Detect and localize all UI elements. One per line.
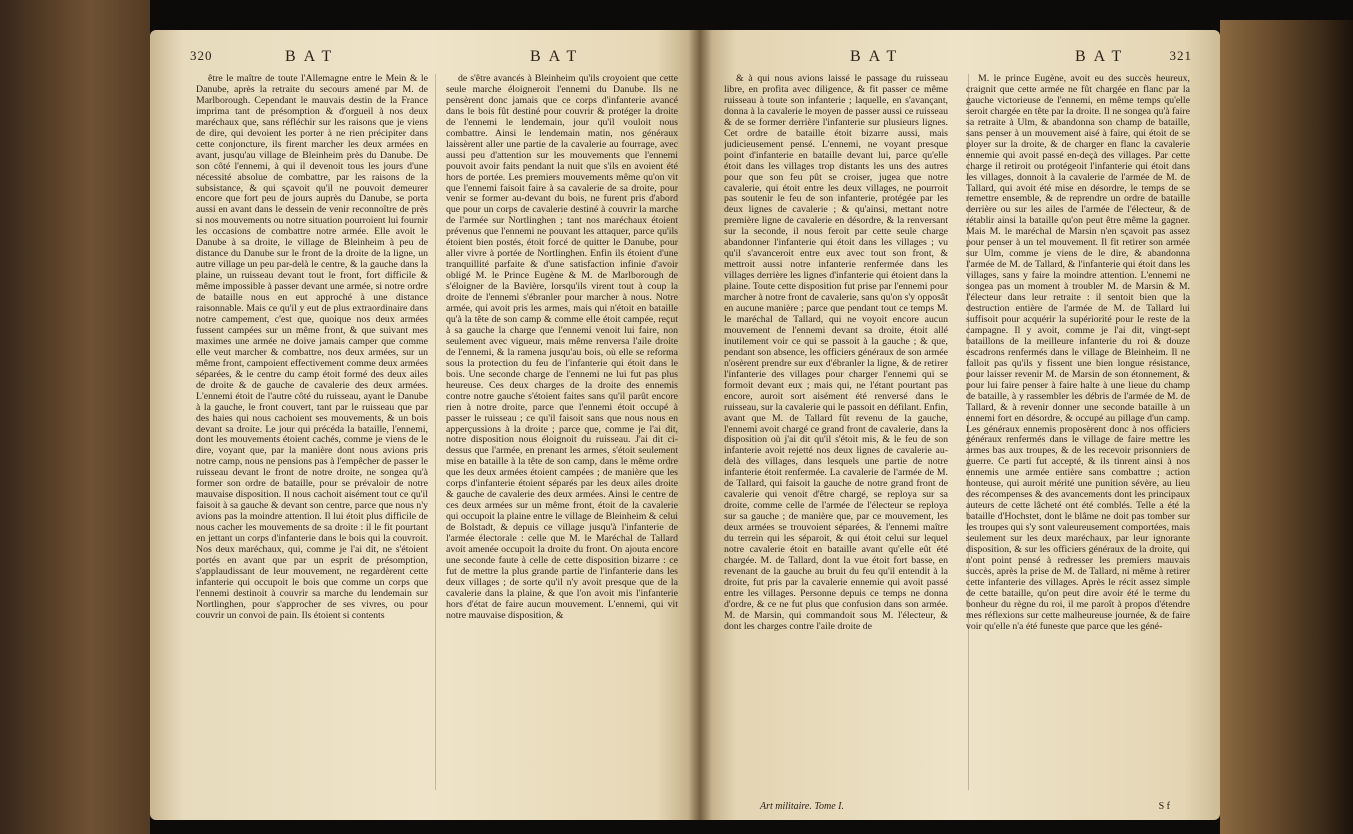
right-column-1-text: & à qui nous avions laissé le passage du ruisseau libre, en profita avec diligence, & fit passer ce même ruisseau à toute son infanterie ; laquelle, en s'avançant, donna à la cavalerie le moyen de passer aussi ce ruisseau & de se former derrière l'infanterie sur plusieurs lignes. Cet ordre de bataille étoit bizarre aussi, mais judicieusement pensé. L'ennemi, ne voyant presque point d'infanterie en bataille devant lui, parce qu'elle étoit dans les villages trop distants les uns des autres pour que son feu pût se croiser, jugea que notre cavalerie, qui étoit entre les deux villages, ne pourroit pas soutenir le feu de son infanterie, protégée par les deux lignes de cavalerie ; & qu'ainsi, mettant notre première ligne de cavalerie en désordre, & la renversant sur la seconde, il nous feroit par cette seule charge abandonner l'infanterie qui étoit dans les villages ; vu qu'il s'avanceroit entre eux avec tout son front, & mettroit aussi notre infanterie renfermée dans les villages derrière les lignes d'infanterie qui étoient dans la plaine. Toute cette disposition fut prise par l'ennemi pour marcher à notre front de cavalerie, sans qu'on s'y opposât en aucune manière ; parce que pendant tout ce temps M. le maréchal de Tallard, qui ne voyoit encore aucun mouvement de l'ennemi devant sa droite, étoit allé inutilement voir ce qui se passoit à la gauche ; & que, pendant son absence, les officiers généraux de son armée n'osèrent prendre sur eux d'ébranler la ligne, & de retirer l'infanterie des villages pour charger l'ennemi qui se formoit devant eux ; mais qui, ne l'étant pourtant pas encore, auroit sort aisément été renversé dans le ruisseau, sur la cavalerie qui le passoit en défilant. Enfin, avant que M. de Tallard fût revenu de la gauche, l'ennemi avoit chargé ce grand front de cavalerie, dans la disposition où j'ai dit qu'il s'étoit mis, & le feu de son infanterie avoit rejetté nos deux lignes de cavalerie au-delà des villages, dans lesquels une partie de notre infanterie étoit renfermée. La cavalerie de l'armée de M. de Tallard, qui faisoit la gauche de notre grand front de cavalerie qui venoit d'être chargé, se reploya sur sa droite, comme celle de l'armée de l'électeur se reploya sur sa gauche ; de manière que, par ce mouvement, les deux armées se trouvoient séparées, & l'ennemi maître du terrein qui les séparoit, & qui étoit celui sur lequel notre cavalerie étoit en bataille avant qu'elle eût été chargée. M. de Tallard, dont la vue étoit fort basse, en revenant de la gauche au bruit du feu qu'il entendit à la droite, fut pris par la cavalerie ennemie qui avoit passé entre les villages. Personne depuis ce temps ne donna d'ordre, & ce ne fut plus que confusion dans son armée. M. de Marsin, qui commandoit sous M. l'électeur, & dont les charges contre l'aile droite de — [724, 74, 948, 632]
left-page — [150, 30, 700, 820]
left-head-word-1: BAT — [285, 48, 340, 65]
left-page-edges — [0, 0, 150, 834]
left-page-number: 320 — [190, 48, 213, 63]
right-column-2 — [966, 74, 1190, 800]
footer-title: Art militaire. Tome I. — [760, 801, 844, 812]
right-column-1 — [724, 74, 948, 800]
right-page — [700, 30, 1220, 820]
left-columns — [196, 74, 678, 800]
right-head-word-1: BAT — [850, 48, 905, 65]
right-page-edges — [1220, 20, 1353, 834]
left-head-word-2: BAT — [530, 48, 585, 65]
right-columns — [724, 74, 1190, 800]
left-column-2 — [446, 74, 678, 800]
book-gutter — [688, 30, 712, 820]
left-column-1-text: être le maître de toute l'Allemagne entre le Mein & le Danube, après la retraite du secours amené par M. de Marlborough. Cependant le mauvais destin de la France imprima tant de présomption & d'orgueil à nos deux maréchaux que, sans réfléchir sur les raisons que je viens de dire, qui devoient les porter à ne rien précipiter dans cette conjoncture, ils firent marcher les deux armées en avant, jusqu'au village de Bleinheim près du Danube. De son côté l'ennemi, à qui il devenoit tous les jours d'une nécessité absolue de combattre, par les raisons de la subsistance, & qui sçavoit qu'il ne pouvoit demeurer encore que fort peu de jours auprès du Danube, se porta aussi en avant dans le dessein de venir reconnoître de près si nos mouvements ou notre situation pourroient lui fournir les occasions de combattre notre armée. Elle avoit le Danube à sa droite, le village de Bleinheim à peu de distance du Danube sur le front de la droite de la ligne, un autre village un peu par-delà le centre, & la gauche dans la plaine, un ruisseau devant tout le front, fort difficile & même impossible à passer devant une armée, si notre ordre de bataille nous en eut approché à une distance raisonnable. Mais ce qu'il y eut de plus extraordinaire dans notre campement, c'est que, quoique nos deux armées fussent campées sur un même front, & que suivant mes maximes une armée ne doive jamais camper que comme elle veut marcher & combattre, nos deux armées, sur un même front, campoient effectivement comme deux armées séparées, & le centre du camp étoit formé des deux ailes de droite & de gauche de cavalerie des deux armées. L'ennemi étoit de l'autre côté du ruisseau, ayant le Danube à la gauche, le front couvert, tant par le ruisseau que par des haies qui nous cachoient ses mouvements, & un bois devant sa droite. Le jour qui précéda la bataille, l'ennemi, dont les mouvements étoient cachés, comme je viens de le dire, voyant que, par la manière dont nous avions pris notre camp, nous ne pensions pas à l'empêcher de passer le ruisseau devant le front de notre droite, ne songea qu'à former son ordre de bataille, pour se prévaloir de notre mauvaise disposition. Il nous cachoit aisément tout ce qu'il faisoit à sa gauche & devant son centre, parce que nous n'y avions pas la moindre attention. Il lui étoit plus difficile de nous cacher les mouvements de sa droite : il le fit pourtant en jettant un corps d'infanterie dans le bois qui la couvroit. Nos deux maréchaux, qui, comme je l'ai dit, ne s'étoient portés en avant que par un esprit de présomption, s'applaudissant de leur mouvement, ne regardèrent cette infanterie qui occupoit le bois que comme un corps que l'ennemi destinoit à couvrir sa marche du lendemain sur Nortlinghen, pour s'approcher de ses vivres, ou pour couvrir un convoi de pain. Ils étoient si contents — [196, 74, 428, 621]
left-column-2-text: de s'être avancés à Bleinheim qu'ils croyoient que cette seule marche éloigneroit l'ennemi du Danube. Ils ne pensèrent donc jamais que ce corps d'infanterie avancé dans le bois fût destiné pour couvrir & protéger la droite de l'ennemi le lendemain, jour qu'il vouloit nous combattre. Ainsi le lendemain matin, nos généraux laissèrent aller une partie de la cavalerie au fourrage, avec aussi peu d'attention sur les mouvements que l'ennemi pouvoit avoir faits pendant la nuit que s'ils en avoient été hors de portée. Les premiers mouvements même qu'on vit que l'ennemi faisoit faire à sa cavalerie de sa droite, pour venir se former au-devant du bois, ne furent pris d'abord que pour un corps de cavalerie destiné à couvrir la marche de l'armée sur Nortlinghen ; tant nos maréchaux étoient prévenus que l'ennemi ne pouvant les attaquer, parce qu'ils étoient bien postés, étoit forcé de quitter le Danube, pour aller vivre à portée de Nortlinghen. Enfin ils étoient d'une tranquillité parfaite & d'une satisfaction infinie d'avoir obligé M. le Prince Eugène & M. de Marlborough de s'éloigner de la Bavière, lorsqu'ils virent tout à coup la droite de l'ennemi s'ébranler pour marcher à nous. Notre armée, qui avoit pris les armes, mais qui n'étoit en bataille qu'à la tête de son camp & comme elle étoit campée, reçut à sa gauche la charge que l'ennemi venoit lui faire, non seulement avec vigueur, mais même renversa l'aile droite de l'ennemi, & la ramena jusqu'au bois, où elle se reforma sous la protection du feu de l'infanterie qui étoit dans le bois. Une seconde charge de l'ennemi ne lui fut pas plus heureuse. Ces deux charges de la droite des ennemis contre notre gauche s'étoient faites sans qu'il parût encore rien à notre droite, parce que l'ennemi étoit occupé à passer le ruisseau ; ce qu'il faisoit sans que nous nous en apperçussions à la droite ; parce que, comme je l'ai dit, notre disposition nous éloignoit du ruisseau. J'ai dit ci-dessus que l'armée, en prenant les armes, s'étoit seulement mise en bataille à la tête de son camp, dans le même ordre que les deux armées étoient campées ; de manière que les corps d'infanterie étoient séparés par les deux ailes droite & gauche de cavalerie des deux armées. Ainsi le centre de ces deux armées sur un même front, étoit de la cavalerie qui occupoit la plaine entre le village de Bleinheim & celui de Bolstadt, & depuis ce village jusqu'à l'infanterie de l'armée électorale : celle que M. le Maréchal de Tallard avoit amenée occupoit la droite du front. On ajouta encore une seconde faute à celle de cette disposition bizarre : ce fut de mettre la plus grande partie de l'infanterie dans les deux villages ; de sorte qu'il n'y avoit presque que de la cavalerie dans la plaine, & que l'on avoit mis l'infanterie hors d'état de faire aucun mouvement. L'ennemi, qui vit notre mauvaise disposition, & — [446, 74, 678, 621]
signature-mark: S f — [1158, 801, 1170, 812]
left-column-1 — [196, 74, 428, 800]
right-head-word-2: BAT — [1075, 48, 1130, 65]
right-page-footer — [760, 801, 1190, 812]
right-column-2-text: M. le prince Eugène, avoit eu des succès heureux, craignit que cette armée ne fût chargée en flanc par la gauche victorieuse de l'ennemi, en même temps qu'elle seroit chargée en tête par la droite. Il ne songea qu'à faire sa retraite à Ulm, & abandonna son champ de bataille, sans penser à un mouvement aisé à faire, qui étoit de se ployer sur la droite, & de charger en flanc la cavalerie ennemie qui avoit passé en-deçà des villages. Par cette charge il retiroit ou protégeoit l'infanterie qui étoit dans les villages, donnoit à la cavalerie de l'armée de M. de Tallard, qui avoit été mise en désordre, le temps de se remettre ensemble, & de reprendre un ordre de bataille derrière ou sur les ailes de l'armée de l'électeur, & de rétablir ainsi la bataille qu'on peut être même la gagner. Mais M. le maréchal de Marsin n'en sçavoit pas assez pour penser à un tel mouvement. Il fit retirer son armée sur Ulm, comme je viens de le dire, & abandonna l'armée de M. de Tallard, & l'infanterie qui étoit dans les villages, sans y faire la moindre attention. L'ennemi ne songea pas un moment à troubler M. de Marsin & M. l'électeur dans leur retraite : il sentoit bien que la destruction entière de l'armée de M. de Tallard lui suffisoit pour acquérir la supériorité pour le reste de la campagne. Il y avoit, comme je l'ai dit, vingt-sept bataillons de la meilleure infanterie du roi & douze escadrons renfermés dans le village de Bleinheim. Il ne falloit pas qu'ils y fissent une bien longue résistance, pour laisser revenir M. de Marsin de son étonnement, & pour lui faire penser à faire halte à une lieue du champ de bataille, à y rassembler les débris de l'armée de M. de Tallard, & à revenir donner une seconde bataille à un ennemi fort en désordre, & occupé au pillage d'un camp. Les généraux ennemis proposèrent donc à nos officiers généraux renfermés dans le village de faire mettre les armes bas aux troupes, & de les recevoir prisonniers de guerre. Ce parti fut accepté, & ils tinrent ainsi à nos ennemis une armée entière sans combattre ; action honteuse, qui auroit mérité une punition sévère, au lieu des récompenses & des avancements dont les principaux auteurs de cette lâcheté ont été comblés. Telle a été la bataille d'Hochstet, dont le blâme ne doit pas tomber sur les troupes qui s'y sont valeureusement comportées, mais seulement sur les deux maréchaux, par leur ignorante disposition, & sur les officiers généraux de la droite, qui n'ont point pensé à redresser les premiers mauvais succès, après la prise de M. de Tallard, ni même à retirer cette infanterie des villages. Après le récit assez simple de cette bataille, qu'on peut dire avoir été le terme du bonheur du règne du roi, il me paroît à propos d'étendre mes réflexions sur cette malheureuse journée, & de faire voir qu'elle n'a été funeste que parce que les géné- — [966, 74, 1190, 632]
right-page-number: 321 — [1169, 48, 1192, 63]
